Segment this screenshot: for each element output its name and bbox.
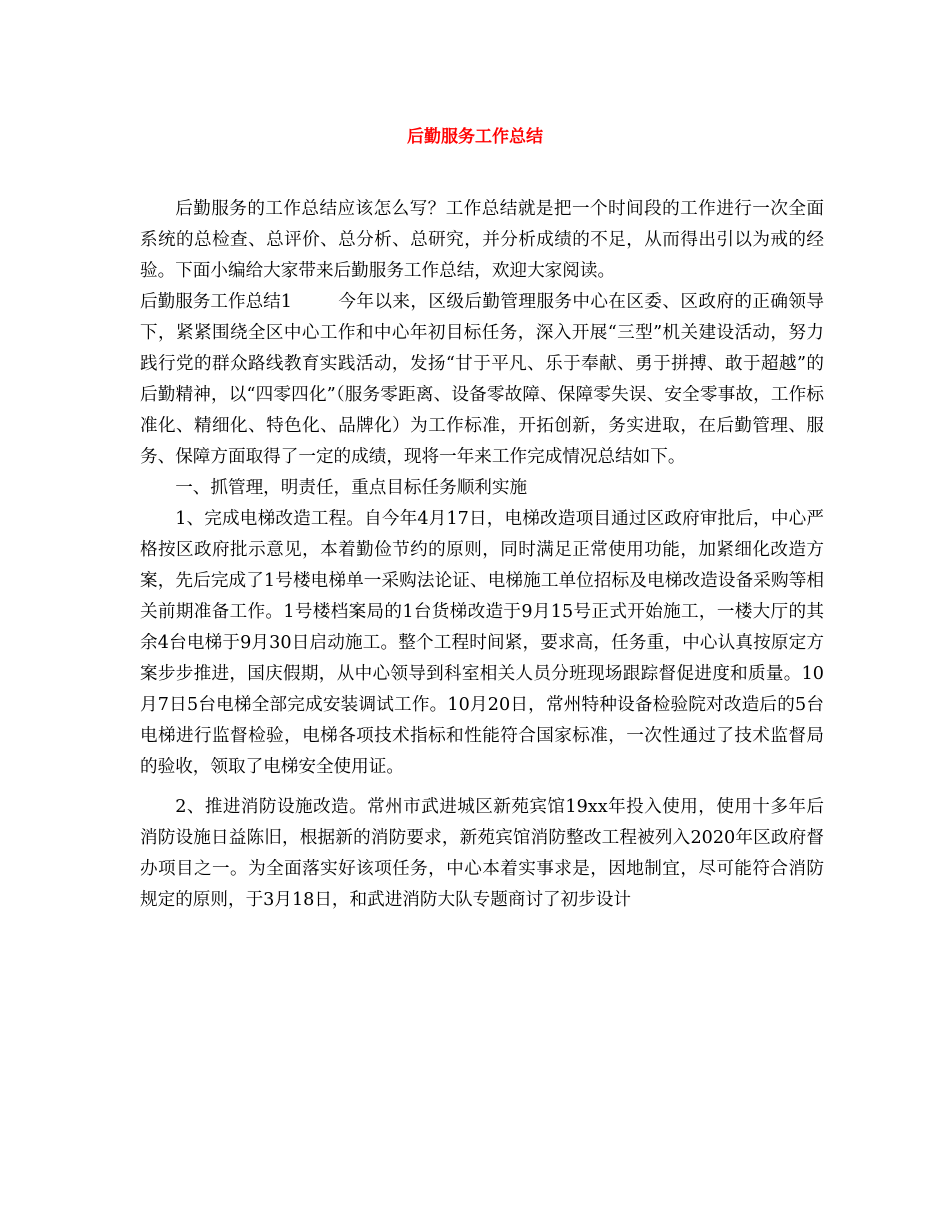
item-2-paragraph: 2、推进消防设施改造。常州市武进城区新苑宾馆19xx年投入使用，使用十多年后消防设施日益陈旧，根据新的消防要求，新苑宾馆消防整改工程被列入2020年区政府督办项目之一。为全面落实好该项任务，中心本着实事求是，因地制宜，尽可能符合消防规定的原则，于3月18日，和武进消防大队专题商讨了初步设计 (140, 797, 824, 910)
section1-text: 今年以来，区级后勤管理服务中心在区委、区政府的正确领导下，紧紧围绕全区中心工作和中心年初目标任务，深入开展“三型”机关建设活动，努力践行党的群众路线教育实践活动，发扬“甘于平凡、乐于奉献、勇于拼搏、敢于超越”的后勤精神，以“四零四化”（服务零距离、设备零故障、保障零失误、安全零事故，工作标准化、精细化、特色化、品牌化）为工作标准，开拓创新，务实进取，在后勤管理、服务、保障方面取得了一定的成绩，现将一年来工作完成情况总结如下。 (140, 292, 824, 467)
section1-paragraph (140, 287, 824, 473)
document-title: 后勤服务工作总结 (407, 127, 543, 147)
item-1-paragraph: 1、完成电梯改造工程。自今年4月17日，电梯改造项目通过区政府审批后，中心严格按区政府批示意见，本着勤俭节约的原则，同时满足正常使用功能，加紧细化改造方案，先后完成了1号楼电梯单一采购法论证、电梯施工单位招标及电梯改造设备采购等相关前期准备工作。1号楼档案局的1台货梯改造于9月15号正式开始施工，一楼大厅的其余4台电梯于9月30日启动施工。整个工程时间紧，要求高，任务重，中心认真按原定方案步步推进，国庆假期，从中心领导到科室相关人员分班现场跟踪督促进度和质量。10月7日5台电梯全部完成安装调试工作。10月20日，常州特种设备检验院对改造后的5台电梯进行监督检验，电梯各项技术指标和性能符合国家标准，一次性通过了技术监督局的验收，领取了电梯安全使用证。 (140, 509, 824, 777)
heading-1: 一、抓管理，明责任，重点目标任务顺利实施 (175, 478, 528, 498)
document-body (140, 194, 824, 916)
section1-label: 后勤服务工作总结1 (140, 292, 292, 312)
intro-paragraph: 后勤服务的工作总结应该怎么写？工作总结就是把一个时间段的工作进行一次全面系统的总检查、总评价、总分析、总研究，并分析成绩的不足，从而得出引以为戒的经验。下面小编给大家带来后勤服务工作总结，欢迎大家阅读。 (140, 199, 824, 281)
